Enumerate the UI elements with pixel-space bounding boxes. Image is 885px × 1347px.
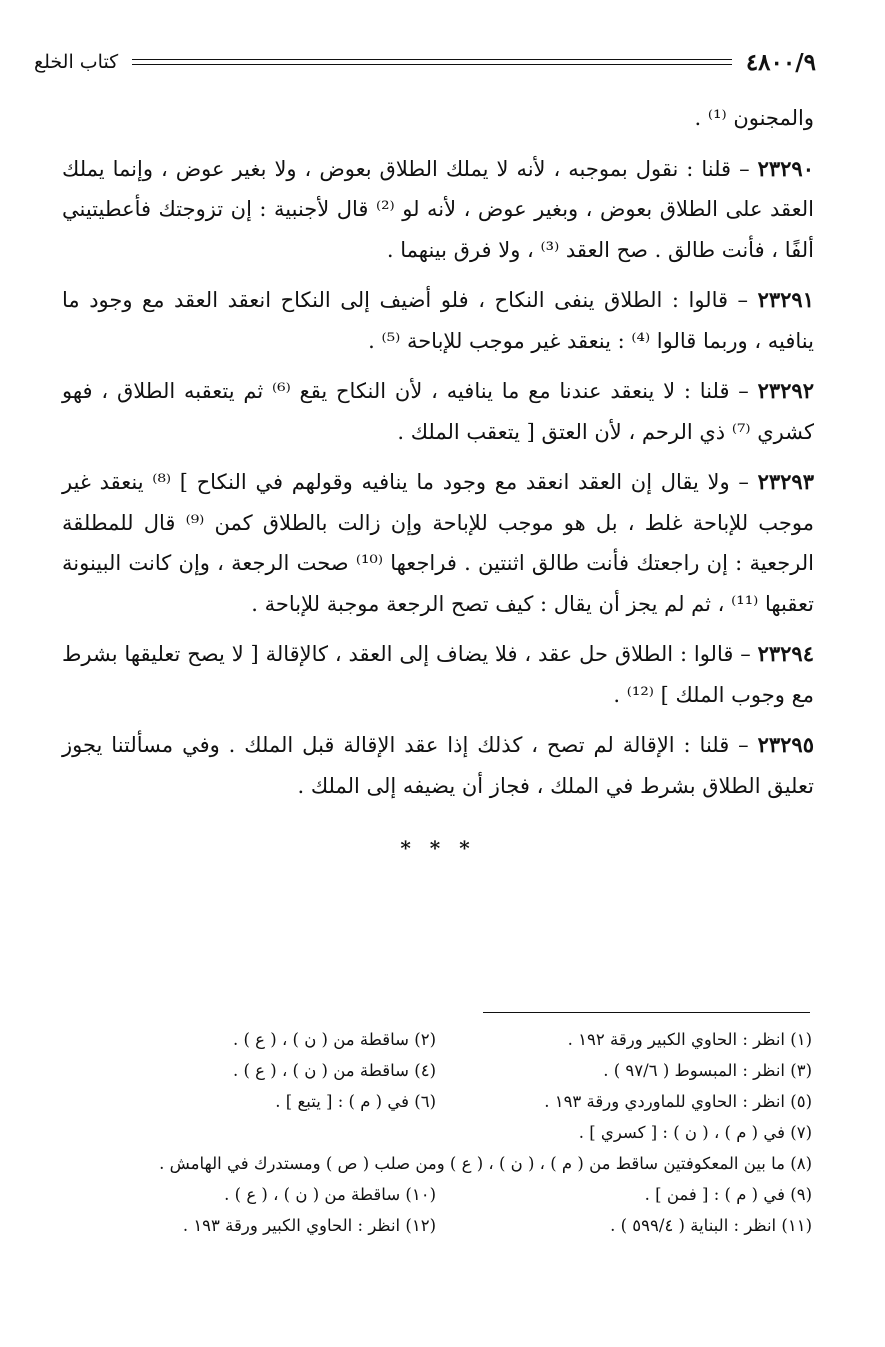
paragraph-number: ٢٣٢٩١ xyxy=(757,287,814,312)
footnote-row xyxy=(60,1024,812,1055)
footnote-8: (٨) ما بين المعكوفتين ساقط من ( م ) ، ( ن ) ، ( ع ) ومن صلب ( ص ) ومستدرك في الهامش . xyxy=(159,1154,812,1173)
footnote-10: (١٠) ساقطة من ( ن ) ، ( ع ) . xyxy=(224,1185,436,1204)
paragraph-text: – قالوا : الطلاق ينفى النكاح ، فلو أضيف إلى النكاح انعقد العقد مع وجود ما ينافيه ، وربما قالوا ⁽⁴⁾ : ينعقد غير موجب للإباحة ⁽⁵⁾ . xyxy=(62,288,814,353)
footnote-12: (١٢) انظر : الحاوي الكبير ورقة ١٩٣ . xyxy=(182,1216,436,1235)
footnote-rule xyxy=(483,1012,810,1013)
footnote-row xyxy=(60,1179,812,1210)
footnote-11: (١١) انظر : البناية ( ٥٩٩/٤ ) . xyxy=(610,1216,812,1235)
paragraph-23295 xyxy=(62,725,814,806)
footnotes xyxy=(60,1024,812,1241)
paragraph-0 xyxy=(62,98,814,139)
paragraph-text: – قلنا : لا ينعقد عندنا مع ما ينافيه ، لأن النكاح يقع ⁽⁶⁾ ثم يتعقبه الطلاق ، فهو كشري ⁽⁷⁾ ذي الرحم ، لأن العتق [ يتعقب الملك . xyxy=(62,379,814,444)
footnote-4: (٤) ساقطة من ( ن ) ، ( ع ) . xyxy=(233,1061,436,1080)
footnote-5: (٥) انظر : الحاوي للماوردي ورقة ١٩٣ . xyxy=(544,1092,812,1111)
paragraph-23291 xyxy=(62,280,814,361)
section-separator: * * * xyxy=(400,836,476,860)
footnote-7: (٧) في ( م ) ، ( ن ) : [ كسري ] . xyxy=(578,1123,812,1142)
paragraph-text: – قالوا : الطلاق حل عقد ، فلا يضاف إلى العقد ، كالإقالة [ لا يصح تعليقها بشرط مع وجوب الملك ] ⁽¹²⁾ . xyxy=(62,642,814,707)
paragraph-number: ٢٣٢٩٥ xyxy=(757,732,814,757)
header-rule xyxy=(132,59,732,65)
paragraph-text: – قلنا : الإقالة لم تصح ، كذلك إذا عقد الإقالة قبل الملك . وفي مسألتنا يجوز تعليق الطلاق بشرط في الملك ، فجاز أن يضيفه إلى الملك . xyxy=(62,733,814,798)
footnote-row xyxy=(60,1086,812,1117)
paragraph-number: ٢٣٢٩٢ xyxy=(757,378,814,403)
paragraph-number: ٢٣٢٩٣ xyxy=(757,469,814,494)
footnote-row xyxy=(60,1055,812,1086)
paragraph-text: – قلنا : نقول بموجبه ، لأنه لا يملك الطلاق بعوض ، ولا بغير عوض ، وإنما يملك العقد على الطلاق بعوض ، وبغير عوض ، لأنه لو ⁽²⁾ قال لأجنبية : إن تزوجتك فأعطيتيني ألفًا ، فأنت طالق . صح العقد ⁽³⁾ ، ولا فرق بينهما . xyxy=(62,156,814,262)
paragraph-23294 xyxy=(62,634,814,715)
footnote-1: (١) انظر : الحاوي الكبير ورقة ١٩٢ . xyxy=(567,1030,812,1049)
main-text xyxy=(62,98,814,869)
paragraph-23292 xyxy=(62,371,814,452)
footnote-row xyxy=(60,1210,812,1241)
footnote-2: (٢) ساقطة من ( ن ) ، ( ع ) . xyxy=(233,1030,436,1049)
paragraph-23290 xyxy=(62,149,814,271)
page-header xyxy=(34,42,816,82)
paragraph-0-text: والمجنون ⁽¹⁾ . xyxy=(694,106,814,130)
paragraph-number: ٢٣٢٩٠ xyxy=(757,155,814,181)
paragraph-number: ٢٣٢٩٤ xyxy=(757,641,814,666)
book-title: كتاب الخلع xyxy=(34,51,119,73)
paragraph-23293 xyxy=(62,462,814,624)
page-number: ٤٨٠٠/٩ xyxy=(745,48,816,76)
footnote-3: (٣) انظر : المبسوط ( ٩٧/٦ ) . xyxy=(603,1061,812,1080)
paragraph-text: – ولا يقال إن العقد انعقد مع وجود ما ينافيه وقولهم في النكاح ] ⁽⁸⁾ ينعقد غير موجب للإباحة غلط ، بل هو موجب للإباحة وإن زالت بالطلاق كمن ⁽⁹⁾ قال للمطلقة الرجعية : إن راجعتك فأنت طالق اثنتين . فراجعها ⁽¹⁰⁾ صحت الرجعة ، وإن كانت البينونة تعقبها ⁽¹¹⁾ ، ثم لم يجز أن يقال : كيف تصح الرجعة موجبة للإباحة . xyxy=(62,470,815,616)
footnote-6: (٦) في ( م ) : [ يتبع ] . xyxy=(275,1092,436,1111)
footnote-9: (٩) في ( م ) : [ فمن ] . xyxy=(644,1185,812,1204)
